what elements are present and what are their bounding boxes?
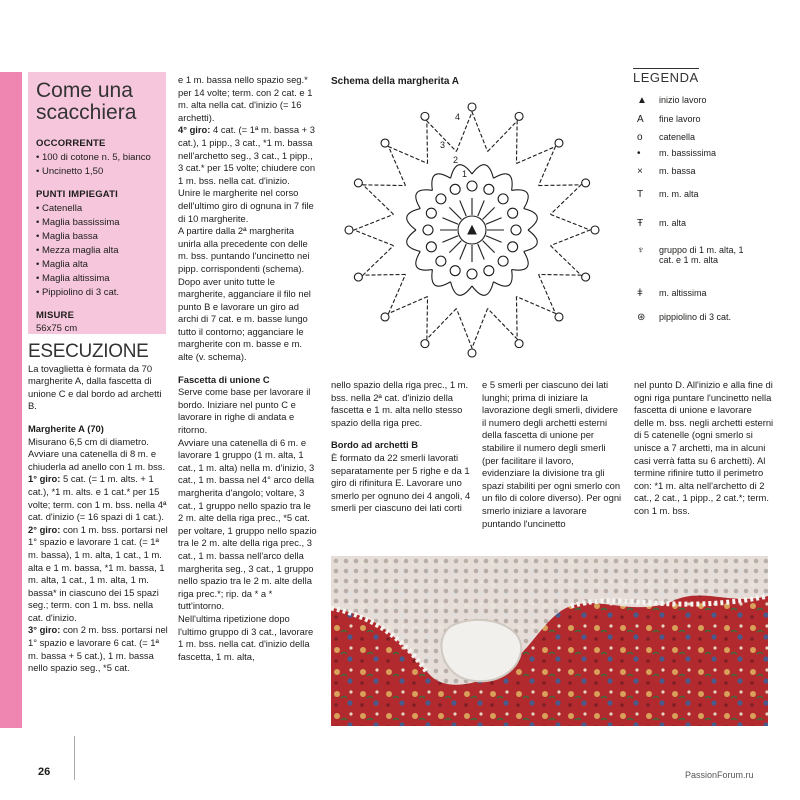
- misure-heading: MISURE: [36, 310, 75, 321]
- legend-item: ♆ gruppo di 1 m. alta, 1 cat. e 1 m. alta: [637, 245, 744, 265]
- punti-heading: PUNTI IMPIEGATI: [36, 189, 118, 200]
- treble-stitch-mark: [449, 241, 461, 253]
- round-number-label: 3: [440, 140, 446, 150]
- picot-mark: [354, 273, 362, 281]
- diagram-title: Schema della margherita A: [331, 76, 460, 87]
- picot-mark: [381, 313, 389, 321]
- round-number-label: 1: [462, 169, 468, 179]
- list-item: • 100 di cotone n. 5, bianco: [36, 151, 158, 165]
- list-item: • Maglia bassissima: [36, 216, 158, 230]
- half-double-icon: T: [637, 189, 644, 200]
- treble-stitch-mark: [442, 236, 458, 243]
- paragraph: 4° giro: 4 cat. (= 1ª m. bassa + 3 cat.), 1 pipp., 3 cat., *1 m. bassa nell'archetto seg., 3 cat., 1 pipp., 3 cat.* per 15 volte; chiudere con 1 m. bss. nella cat. d'inizio.: [178, 124, 316, 186]
- picot-mark: [381, 139, 389, 147]
- group-icon: ♆: [637, 245, 645, 256]
- chain-space-mark: [484, 184, 494, 194]
- list-item: • Maglia bassa: [36, 230, 158, 244]
- start-marker: [468, 226, 476, 234]
- picot-mark: [421, 112, 429, 120]
- list-item: • Pippiolino di 3 cat.: [36, 286, 158, 300]
- column-1: [28, 341, 170, 675]
- paragraph: Nell'ultima ripetizione dopo l'ultimo gruppo di 3 cat., lavorare 1 m. bss. nella cat. d'inizio della fascetta, 1 m. alta,: [178, 612, 314, 662]
- chain-arch-mark: [524, 209, 538, 230]
- picot-mark: [555, 139, 563, 147]
- picot-mark: [555, 313, 563, 321]
- picot-mark: [515, 112, 523, 120]
- paragraph: e 5 smerli per ciascuno dei lati lunghi; prima di iniziare la lavorazione degli smerli, dividere il numero degli archetti esterni della fascetta di unione per stabilire il numero degli smerli (per facilitare il lavoro, evidenziare la divisione tra gli spazi stabiliti per ogni smerlo con un filo di colore diverso). Per ogni smerlo iniziare a lavorare puntando l'uncinetto: [482, 379, 622, 529]
- legend-item: ▲ inizio lavoro: [637, 95, 707, 106]
- legend-item: o catenella: [637, 132, 696, 143]
- chain-space-mark: [467, 181, 477, 191]
- chain-petal-mark: [389, 274, 428, 313]
- chain-space-mark: [426, 208, 436, 218]
- treble-stitch-mark: [486, 236, 502, 243]
- chain-space-mark: [467, 269, 477, 279]
- list-item: • Maglia altissima: [36, 272, 158, 286]
- punti-list: [36, 202, 158, 300]
- paragraph: 1° giro: 5 cat. (= 1 m. alts. + 1 cat.), *1 m. alts. e 1 cat.* per 15 volte; term. con 1 m. bss. nella 4ª cat. d'inizio (= 16 spazi di 1 cat.).: [28, 473, 167, 523]
- picot-mark: [345, 226, 353, 234]
- paragraph: nel punto D. All'inizio e alla fine di ogni riga puntare l'uncinetto nella fascetta di unione e lavorare delle m. bss. negli archetti esterni di 5 catenelle (ogni smerlo si unisce a 7 archetti, ma in alcuni casi verrà fatta su 6 archetti). Al termine rifinire tutto il perimetro con: *1 m. alta nell'archetto di 2 cat., 2 cat., 1 pipp., 2 cat.*; term. con 1 m. bss.: [634, 379, 774, 516]
- chain-arch-mark: [407, 209, 421, 230]
- list-item: • Maglia alta: [36, 258, 158, 272]
- picot-mark: [468, 103, 476, 111]
- paragraph: 3° giro: con 2 m. bss. portarsi nel 1° spazio e lavorare 6 cat. (= 1ª m. bassa + 5 cat.), 1 m. bassa nello spazio seg., *5 cat.: [28, 624, 168, 674]
- round-label: 1° giro:: [28, 473, 61, 485]
- paragraph: Serve come base per lavorare il bordo. Iniziare nel punto C e lavorare in righe di andata e ritorno.: [178, 386, 311, 436]
- column-3: [331, 379, 471, 515]
- picot-mark: [354, 179, 362, 187]
- crochet-diagram: [327, 78, 617, 378]
- treble-stitch-mark: [449, 207, 461, 219]
- chain-arch-mark: [493, 270, 512, 287]
- chain-space-mark: [498, 256, 508, 266]
- picot-mark: [421, 340, 429, 348]
- chain-space-mark: [511, 225, 521, 235]
- chain-arch-mark: [432, 270, 451, 287]
- chain-petal-mark: [539, 246, 582, 276]
- chain-petal-mark: [456, 308, 487, 348]
- chain-petal-mark: [488, 121, 518, 164]
- chain-space-mark: [508, 242, 518, 252]
- chain-petal-mark: [427, 297, 457, 340]
- treble-stitch-mark: [478, 200, 485, 216]
- legend-item: A fine lavoro: [637, 114, 701, 125]
- round-label: 4° giro:: [178, 124, 211, 136]
- section-title-esecuzione: ESECUZIONE: [28, 341, 149, 362]
- chain-arch-mark: [512, 251, 529, 270]
- legend-item: ⊛ pippiolino di 3 cat.: [637, 312, 732, 323]
- treble-stitch-mark: [460, 244, 467, 260]
- legend-title: LEGENDA: [633, 70, 699, 85]
- chain-space-mark: [508, 208, 518, 218]
- legend-item: ǂ m. altissima: [637, 288, 707, 299]
- list-item: • Uncinetto 1,50: [36, 165, 158, 179]
- subheading-fascetta: Fascetta di unione C: [178, 373, 270, 385]
- page-number: 26: [38, 766, 51, 778]
- treble-stitch-mark: [460, 200, 467, 216]
- chain-icon: o: [637, 132, 643, 143]
- chain-petal-mark: [516, 147, 555, 186]
- chain-space-mark: [450, 184, 460, 194]
- treble-stitch-mark: [442, 218, 458, 225]
- materials-box: [28, 72, 166, 334]
- single-crochet-icon: ×: [637, 166, 643, 177]
- list-item: • Catenella: [36, 202, 158, 216]
- chain-space-mark: [436, 194, 446, 204]
- intro-paragraph: La tovaglietta è formata da 70 margherite A, dalla fascetta di unione C e dal bordo ad archetti B.: [28, 362, 162, 412]
- end-icon: A: [637, 114, 644, 125]
- legend-item: × m. bassa: [637, 166, 696, 177]
- paragraph: Avviare una catenella di 6 m. e lavorare 1 gruppo (1 m. alta, 1 cat., 1 m. alta) nella m. d'inizio, 3 cat., 1 m. bassa nel 4° arco della margherita d'angolo; voltare, 3 cat., 1 gruppo nello spazio tra le 2 m. alte della riga prec., *5 cat. per voltare, 1 gruppo nello spazio tra le 2 m. alte della riga prec., 3 cat., 1 m. bassa nell'arco della margherita seg., 3 cat., 1 gruppo nello spazio tra le 2 m. alte della riga prec.*; rip. da * a * tutt'intorno.: [178, 436, 317, 612]
- column-2: [178, 74, 318, 663]
- start-icon: ▲: [637, 95, 647, 106]
- slip-stitch-icon: •: [637, 148, 641, 159]
- chain-petal-mark: [539, 185, 582, 215]
- treble-crochet-icon: ǂ: [637, 288, 643, 299]
- misure-value: 56x75 cm: [36, 323, 78, 334]
- chain-arch-mark: [512, 190, 529, 209]
- lace-photo: [331, 556, 768, 726]
- chain-petal-mark: [354, 214, 394, 245]
- legend-item: • m. bassissima: [637, 148, 717, 159]
- round-number-label: 2: [453, 155, 459, 165]
- picot-mark: [582, 179, 590, 187]
- column-4: [482, 379, 624, 530]
- picot-mark: [591, 226, 599, 234]
- chain-space-mark: [423, 225, 433, 235]
- treble-stitch-mark: [486, 218, 502, 225]
- chain-arch-mark: [451, 282, 472, 296]
- treble-stitch-mark: [483, 241, 495, 253]
- picot-mark: [468, 349, 476, 357]
- project-title: Come una scacchiera: [36, 79, 137, 124]
- chain-space-mark: [484, 266, 494, 276]
- paragraph: e 1 m. bassa nello spazio seg.* per 14 volte; term. con 2 cat. e 1 m. alta nella cat. d'inizio (= 16 archetti).: [178, 74, 313, 123]
- chain-petal-mark: [363, 185, 406, 215]
- column-5: [634, 379, 774, 518]
- paragraph: È formato da 22 smerli lavorati separatamente per 5 righe e da 1 giro di rifinitura E. Lavorare uno smerlo per ognuno dei 4 angoli, 4 smerli per ciascuno dei lati corti: [331, 451, 471, 514]
- subheading-bordo: Bordo ad archetti B: [331, 439, 418, 451]
- legend-item: Ŧ m. alta: [637, 218, 687, 229]
- chain-petal-mark: [516, 274, 555, 313]
- chain-arch-mark: [416, 251, 433, 270]
- chain-petal-mark: [456, 112, 487, 152]
- paragraph: 2° giro: con 1 m. bss. portarsi nel 1° spazio e lavorare 1 cat. (= 1ª m. bassa), 1 m. alta, 1 cat., 1 m. alta e 1 m. bassa, *1 m. bassa, 1 m. alta, 1 cat., 1 m. alta, 1 m. bassa* in ciascuno dei 15 spazi seg.; term. con 1 m. bss. nella cat. d'inizio.: [28, 523, 168, 623]
- chain-petal-mark: [488, 297, 518, 340]
- chain-arch-mark: [416, 190, 433, 209]
- chain-petal-mark: [389, 147, 428, 186]
- chain-arch-mark: [493, 174, 512, 191]
- round-number-label: 4: [455, 112, 461, 122]
- watermark: PassionForum.ru: [685, 770, 754, 780]
- pink-side-stripe: [0, 72, 22, 728]
- round-label: 3° giro:: [28, 624, 61, 636]
- chain-space-mark: [426, 242, 436, 252]
- subheading-margherite: Margherite A (70): [28, 422, 104, 434]
- picot-icon: ⊛: [637, 312, 646, 323]
- chain-petal-mark: [550, 214, 590, 245]
- treble-stitch-mark: [478, 244, 485, 260]
- chain-arch-mark: [472, 282, 493, 296]
- paragraph: Misurano 6,5 cm di diametro. Avviare una catenella di 8 m. e chiuderla ad anello con 1 m. bss.: [28, 435, 166, 472]
- chain-arch-mark: [472, 165, 493, 179]
- paragraph: Unire le margherite nel corso dell'ultimo giro di ognuna in 7 file di 10 margherite.: [178, 187, 314, 224]
- occorrente-heading: OCCORRENTE: [36, 138, 106, 149]
- chain-arch-mark: [407, 230, 421, 251]
- chain-space-mark: [498, 194, 508, 204]
- picot-mark: [582, 273, 590, 281]
- chain-space-mark: [436, 256, 446, 266]
- chain-petal-mark: [363, 246, 406, 276]
- treble-stitch-mark: [483, 207, 495, 219]
- chain-arch-mark: [432, 174, 451, 191]
- occorrente-list: [36, 151, 158, 179]
- list-item: • Mezza maglia alta: [36, 244, 158, 258]
- round-label: 2° giro:: [28, 523, 61, 535]
- double-crochet-icon: Ŧ: [637, 218, 644, 229]
- paragraph: A partire dalla 2ª margherita unirla alla precedente con delle m. bss. puntando l'uncinetto nei pipp. corrispondenti (schema). Dopo aver unito tutte le margherite, agganciare il filo nel punto B e lavorare un giro ad archi di 7 cat. e m. basse lungo tutto il contorno; agganciare le margherite con m. basse e m. alte (v. schema).: [178, 225, 311, 363]
- chain-space-mark: [450, 266, 460, 276]
- paragraph: nello spazio della riga prec., 1 m. bss. nella 2ª cat. d'inizio della fascetta e 1 m. alta nello stesso spazio della riga prec.: [331, 379, 469, 428]
- chain-arch-mark: [524, 230, 538, 251]
- picot-mark: [515, 340, 523, 348]
- legend-item: T m. m. alta: [637, 189, 699, 200]
- footer-divider: [74, 736, 75, 780]
